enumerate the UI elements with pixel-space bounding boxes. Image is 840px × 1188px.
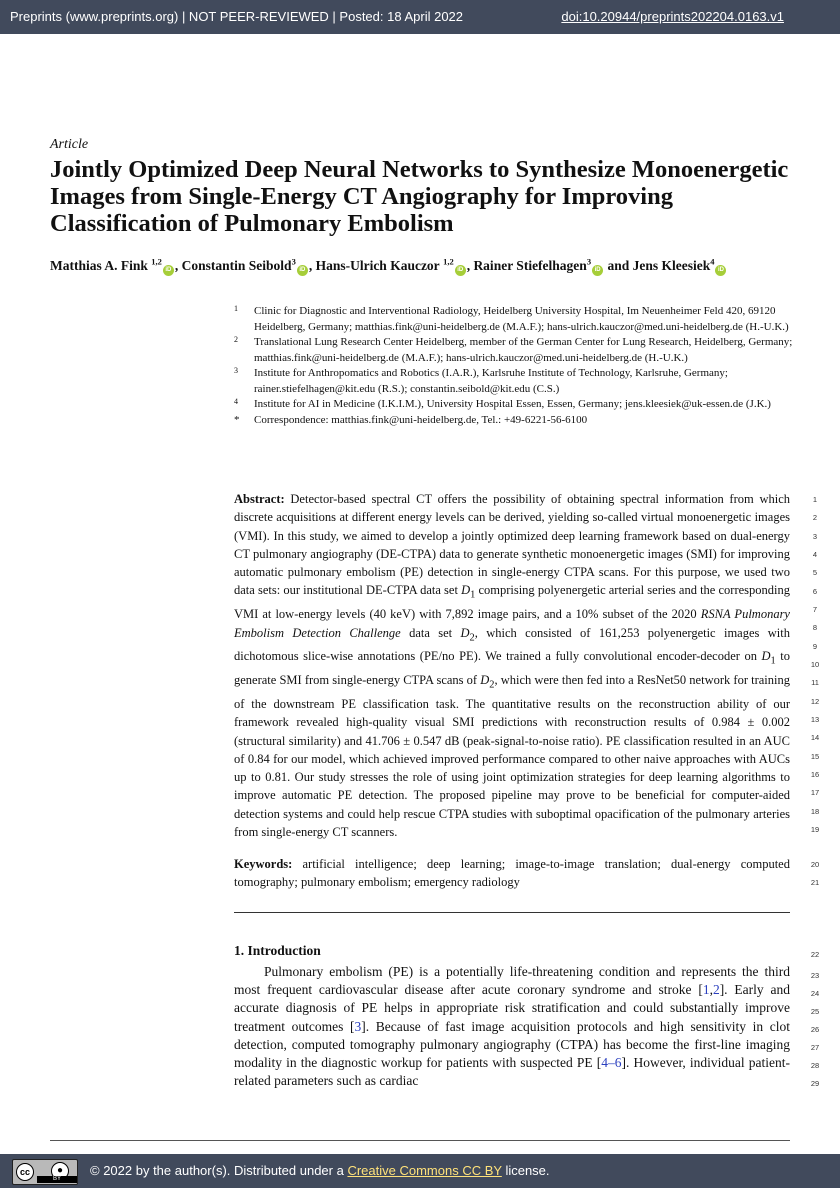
author: Jens Kleesiek$^4$iD [633,258,728,273]
preprint-status: Preprints (www.preprints.org) | NOT PEER-REVIEWED | Posted: 18 April 2022 [10,9,464,24]
orcid-icon[interactable]: iD [297,265,308,276]
line-number: 28 [810,1061,820,1070]
line-number: 20 [810,860,820,869]
section-heading: 1. Introduction [234,943,321,958]
line-number: 2 [812,513,818,522]
line-number: 9 [812,642,818,651]
keywords-label: Keywords: [234,857,293,871]
line-number: 4 [812,550,818,559]
line-number: 27 [810,1043,820,1052]
license-footer-bar [0,1154,840,1188]
citation-link[interactable]: 4–6 [601,1055,622,1071]
author: Matthias A. Fink $^{1,2}$iD , [50,258,182,273]
doi-link[interactable]: doi:10.20944/preprints202204.0163.v1 [561,9,784,24]
line-number: 18 [810,807,820,816]
line-number: 29 [810,1079,820,1088]
attribution-person-icon: ● [51,1162,69,1180]
line-number: 22 [810,950,820,959]
line-number: 5 [812,568,818,577]
orcid-icon[interactable]: iD [715,265,726,276]
abstract: Abstract: Detector-based spectral CT offers the possibility of obtaining spectral information from which discrete acquisitions at different energy levels can be derived, yielding so-called virtual monoenergetic images (VMI). In this study, we aimed to develop a jointly optimized deep learning framework based on dual-energy CT pulmonary angiography (DE-CTPA) data to generate synthetic monoenergetic images (SMI) for improving automatic pulmonary embolism (PE) detection in single-energy CTPA scans. For this purpose, we used two data sets: our institutional DE-CTPA data set $D_1$ comprising polyenergetic arterial series and the corresponding VMI at low-energy levels (40 keV) with 7,892 image pairs, and a 10% subset of the 2020 RSNA Pulmonary Embolism Detection Challenge data set $D_2$, which consisted of 161,253 polyenergetic images with dichotomous slice-wise annotations (PE/no PE). We trained a fully convolutional encoder-decoder on $D_1$ to generate SMI from single-energy CTPA scans of $D_2$, which were then fed into a ResNet50 network for training of the downstream PE classification task. The quantitative results on the reconstruction ability of our framework revealed high-quality visual SMI predictions with reconstruction results of 0.984 ± 0.002 (structural similarity) and 41.706 ± 0.547 dB (peak-signal-to-noise ratio). PE classification resulted in an AUC of 0.84 for our model, which achieved improved performance compared to other naive approaches with AUCs up to 0.81. Our study stresses the role of using joint optimization strategies for deep learning algorithms to improve automatic PE detection. The proposed pipeline may prove to be beneficial for computer-aided detection systems and could help rescue CTPA studies with suboptimal opacification of the pulmonary arteries from single-energy CT scanners. [234,492,790,840]
affiliation-item: 1 Clinic for Diagnostic and Interventional Radiology, Heidelberg University Hospital, Im Neuenheimer Feld 420, 69120 Heidelberg, Germany; matthias.fink@uni-heidelberg.de (M.A.F.); hans-ulrich.kauczor@med.uni-heidelberg.de (H.-U.K.) [234,304,789,333]
line-number: 15 [810,752,820,761]
paper-title: Jointly Optimized Deep Neural Networks to Synthesize Monoenergetic Images from Single-Energy CT Angiography for Improving Classification of Pulmonary Embolism [50,156,789,237]
keywords: Keywords: artificial intelligence; deep learning; image-to-image translation; dual-energy computed tomography; pulmonary embolism; emergency radiology [234,857,790,890]
line-number: 19 [810,825,820,834]
affiliation-item: 2 Translational Lung Research Center Heidelberg, member of the German Center for Lung Research, Heidelberg, Germany; matthias.fink@uni-heidelberg.de (M.A.F.); hans-ulrich.kauczor@med.uni-heidelberg.de (H.-U.K.) [234,335,793,364]
divider [234,912,790,913]
author: Hans-Ulrich Kauczor $^{1,2}$iD , [316,258,474,273]
line-number: 6 [812,587,818,596]
author: Constantin Seibold$^3$iD , [182,258,316,273]
correspondence: * Correspondence: matthias.fink@uni-heidelberg.de, Tel.: +49-6221-56-6100 [234,413,588,426]
line-number: 21 [810,878,820,887]
citation-link[interactable]: 1 [702,982,710,998]
line-number: 17 [810,788,820,797]
introduction-paragraph: Pulmonary embolism (PE) is a potentially life-threatening condition and represents the third most frequent cardiovascular disease after acute coronary syndrome and stroke [1,2]. Early and accurate diagnosis of PE helps in appropriate risk stratification and could substantially improve treatment outcomes [3]. Because of fast image acquisition protocols and high sensitivity in clot detection, computed tomography pulmonary angiography (CTPA) has become the first-line imaging modality in the diagnostic workup for patients with suspected PE [4–6]. However, individual patient-related parameters such as cardiac [234,964,790,1089]
line-number: 3 [812,532,818,541]
line-number: 25 [810,1007,820,1016]
cc-icon: cc [16,1163,34,1181]
line-number: 14 [810,733,820,742]
line-number: 1 [812,495,818,504]
line-number: 13 [810,715,820,724]
author: Rainer Stiefelhagen$^3$iD and [473,258,632,273]
citation-link[interactable]: 2 [712,982,720,998]
by-label: BY [37,1176,77,1183]
orcid-icon[interactable]: iD [163,265,174,276]
affiliation-item: 4 Institute for AI in Medicine (I.K.I.M.), University Hospital Essen, Essen, Germany; jens.kleesiek@uk-essen.de (J.K.) [234,397,771,410]
preprint-header-bar [0,0,840,34]
abstract-label: Abstract: [234,492,285,506]
orcid-icon[interactable]: iD [592,265,603,276]
line-number: 12 [810,697,820,706]
line-number: 26 [810,1025,820,1034]
line-number: 10 [810,660,820,669]
cc-by-link[interactable]: Creative Commons CC BY [347,1163,502,1178]
footer-divider [50,1140,790,1141]
affiliation-item: 3 Institute for Anthropomatics and Robotics (I.A.R.), Karlsruhe Institute of Technology, Karlsruhe, Germany; rainer.stiefelhagen@kit.edu (R.S.); constantin.seibold@kit.edu (C.S.) [234,366,728,395]
cc-by-license-icon[interactable] [12,1159,78,1185]
affiliations [234,304,794,428]
author-list [50,256,820,276]
citation-link[interactable]: 3 [354,1018,362,1034]
line-number: 8 [812,623,818,632]
article-type: Article [50,137,89,152]
line-number: 23 [810,971,820,980]
license-text: © 2022 by the author(s). Distributed under a Creative Commons CC BY license. [90,1163,550,1178]
line-number: 16 [810,770,820,779]
line-number: 24 [810,989,820,998]
orcid-icon[interactable]: iD [455,265,466,276]
line-number: 7 [812,605,818,614]
line-number: 11 [811,678,819,687]
